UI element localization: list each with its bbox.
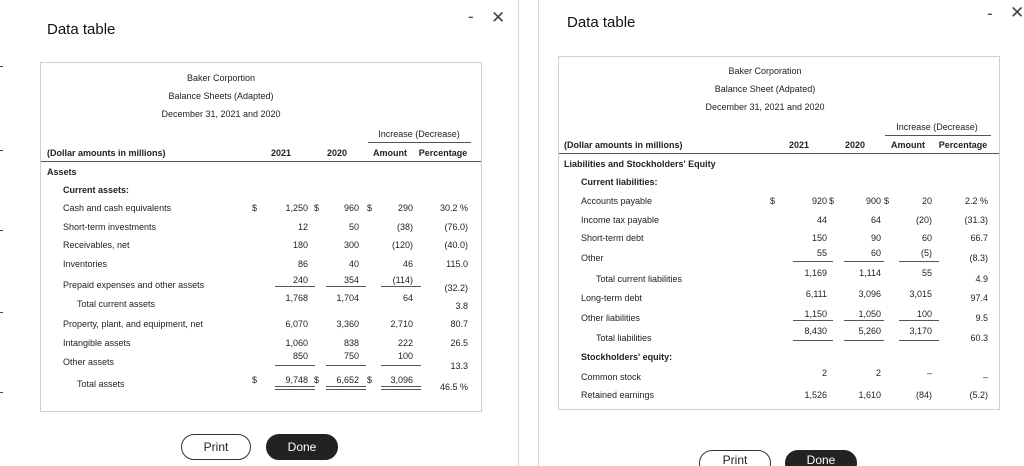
rule-line (326, 286, 366, 287)
units-header: (Dollar amounts in millions) (564, 140, 683, 150)
value-2020: 3,360 (336, 319, 359, 329)
value-amount: (5) (921, 248, 932, 258)
rule-line (275, 386, 315, 387)
currency-symbol: $ (314, 375, 320, 385)
row-label: Long-term debt (581, 293, 643, 303)
row-label: Accounts payable (581, 196, 653, 206)
company-name: Baker Corporation (728, 66, 802, 76)
company-name: Baker Corportion (186, 73, 256, 83)
value-2020: 50 (348, 222, 359, 232)
rule-line (275, 286, 315, 287)
value-2020: 1,050 (858, 309, 881, 319)
value-2021: 9,748 (285, 375, 308, 385)
value-2021: 2 (821, 368, 827, 378)
value-amount: 222 (397, 338, 413, 348)
rule-line (793, 340, 833, 341)
rule-line (559, 153, 999, 154)
value-2020: 354 (343, 275, 359, 285)
value-2020: 1,704 (336, 293, 359, 303)
data-table-window-right (538, 0, 1024, 466)
value-amount: (120) (391, 240, 413, 250)
value-percentage: 13.3 (450, 361, 468, 371)
statement-date: December 31, 2021 and 2020 (161, 109, 281, 119)
rule-line (326, 389, 366, 390)
row-label: Short-term investments (63, 222, 157, 232)
currency-symbol: $ (884, 196, 890, 206)
value-percentage: (40.0) (444, 240, 468, 250)
column-percentage: Percentage (418, 148, 468, 158)
rule-line (844, 340, 884, 341)
row-label: Prepaid expenses and other assets (63, 280, 205, 290)
row-label: Total current liabilities (596, 274, 683, 284)
value-percentage: 4.9 (975, 274, 988, 284)
rule-line (381, 389, 421, 390)
value-percentage: (31.3) (964, 215, 988, 225)
value-2020: 5,260 (858, 326, 881, 336)
value-2020: 6,652 (336, 375, 359, 385)
column-2020: 2020 (844, 140, 866, 150)
value-percentage: 30.2 % (439, 203, 468, 213)
statement-title: Balance Sheet (Adpated) (714, 84, 816, 94)
value-amount: 20 (921, 196, 932, 206)
value-percentage: 9.5 (975, 313, 988, 323)
value-percentage: 80.7 (450, 319, 468, 329)
value-percentage: 115.0 (446, 259, 468, 269)
rule-line (381, 286, 421, 287)
value-amount: 100 (916, 309, 932, 319)
value-percentage: (5.2) (969, 390, 988, 400)
value-percentage: 60.3 (970, 333, 988, 343)
row-label: Stockholders' equity: (581, 352, 673, 362)
value-percentage: (76.0) (444, 222, 468, 232)
statement-title: Balance Sheets (Adapted) (168, 91, 274, 101)
value-2020: 750 (343, 351, 359, 361)
rule-line (793, 320, 833, 321)
column-2021: 2021 (270, 148, 292, 158)
value-2020: 2 (875, 368, 881, 378)
row-label: Liabilities and Stockholders' Equity (564, 159, 716, 169)
column-2020: 2020 (326, 148, 348, 158)
row-label: Total current assets (77, 299, 156, 309)
value-amount: – (926, 368, 932, 378)
row-label: Total liabilities (596, 333, 652, 343)
currency-symbol: $ (252, 375, 258, 385)
close-icon[interactable]: ✕ (491, 8, 506, 27)
value-2021: 1,150 (804, 309, 827, 319)
value-2020: 838 (343, 338, 359, 348)
value-amount: 2,710 (390, 319, 413, 329)
value-percentage: 46.5 % (439, 382, 468, 392)
value-percentage: – (982, 372, 988, 382)
value-2020: 40 (348, 259, 359, 269)
value-percentage: (8.3) (969, 253, 988, 263)
rule-line (885, 135, 991, 136)
balance-sheet-panel (40, 62, 482, 412)
window-title: Data table (47, 21, 116, 38)
done-button[interactable]: Done (266, 434, 338, 460)
currency-symbol: $ (367, 203, 373, 213)
value-2020: 300 (343, 240, 359, 250)
close-icon[interactable]: ✕ (1010, 3, 1024, 22)
edge-mark (0, 230, 3, 231)
value-2021: 920 (811, 196, 827, 206)
value-amount: 3,170 (909, 326, 932, 336)
value-2021: 240 (292, 275, 308, 285)
rule-line (381, 365, 421, 366)
value-2020: 90 (870, 233, 881, 243)
value-2021: 12 (297, 222, 308, 232)
value-2020: 1,610 (858, 390, 881, 400)
value-amount: (20) (915, 215, 932, 225)
currency-symbol: $ (252, 203, 258, 213)
statement-date: December 31, 2021 and 2020 (705, 102, 825, 112)
rule-line (41, 161, 481, 162)
rule-line (899, 340, 939, 341)
value-percentage: 2.2 % (964, 196, 988, 206)
rule-line (793, 261, 833, 262)
row-label: Receivables, net (63, 240, 130, 250)
row-label: Other assets (63, 357, 115, 367)
value-amount: (114) (392, 275, 413, 285)
rule-line (899, 320, 939, 321)
value-2021: 8,430 (804, 326, 827, 336)
value-percentage: 3.8 (455, 301, 468, 311)
value-percentage: 97.4 (970, 293, 988, 303)
row-label: Retained earnings (581, 390, 655, 400)
value-2020: 960 (343, 203, 359, 213)
value-2021: 1,526 (804, 390, 827, 400)
column-group-header: Increase (Decrease) (378, 129, 460, 139)
row-label: Inventories (63, 259, 108, 269)
value-2021: 1,250 (285, 203, 308, 213)
column-percentage: Percentage (938, 140, 988, 150)
row-label: Common stock (581, 372, 642, 382)
rule-line (275, 365, 315, 366)
value-2020: 60 (870, 248, 881, 258)
value-percentage: 26.5 (450, 338, 468, 348)
edge-mark (0, 150, 3, 151)
edge-mark (0, 312, 3, 313)
rule-line (368, 142, 471, 143)
column-group-header: Increase (Decrease) (896, 122, 978, 132)
rule-line (844, 320, 884, 321)
value-2021: 55 (816, 248, 827, 258)
print-button[interactable]: Print (181, 434, 251, 460)
value-amount: 55 (921, 268, 932, 278)
done-button[interactable]: Done (785, 450, 857, 466)
currency-symbol: $ (314, 203, 320, 213)
minimize-button[interactable]: - (987, 4, 993, 23)
row-label: Other liabilities (581, 313, 641, 323)
column-2021: 2021 (788, 140, 810, 150)
value-2021: 150 (811, 233, 827, 243)
units-header: (Dollar amounts in millions) (47, 148, 166, 158)
value-2021: 1,169 (804, 268, 827, 278)
row-label: Intangible assets (63, 338, 131, 348)
rule-line (326, 386, 366, 387)
balance-sheet-panel (558, 56, 1000, 410)
row-label: Cash and cash equivalents (63, 203, 172, 213)
row-label: Current assets: (63, 185, 130, 195)
value-amount: 290 (397, 203, 413, 213)
value-percentage: 66.7 (970, 233, 988, 243)
value-2020: 64 (870, 215, 881, 225)
minimize-button[interactable]: - (468, 7, 474, 26)
value-2020: 3,096 (858, 289, 881, 299)
value-amount: (38) (396, 222, 413, 232)
edge-mark (0, 66, 3, 67)
value-2021: 6,070 (285, 319, 308, 329)
rule-line (326, 365, 366, 366)
row-label: Income tax payable (581, 215, 660, 225)
row-label: Short-term debt (581, 233, 644, 243)
value-2021: 1,768 (285, 293, 308, 303)
row-label: Property, plant, and equipment, net (63, 319, 203, 329)
row-label: Assets (47, 167, 77, 177)
value-2021: 6,111 (805, 289, 827, 299)
row-label: Current liabilities: (581, 177, 658, 187)
currency-symbol: $ (367, 375, 373, 385)
value-2020: 900 (865, 196, 881, 206)
column-amount: Amount (891, 140, 925, 150)
column-amount: Amount (373, 148, 407, 158)
value-percentage: (32.2) (444, 283, 468, 293)
rule-line (275, 389, 315, 390)
value-amount: 3,096 (390, 375, 413, 385)
print-button[interactable]: Print (699, 450, 771, 466)
value-2021: 1,060 (285, 338, 308, 348)
row-label: Total assets (77, 379, 125, 389)
row-label: Other (581, 253, 604, 263)
value-2021: 850 (292, 351, 308, 361)
window-title: Data table (567, 14, 636, 31)
value-amount: 60 (921, 233, 932, 243)
value-amount: 64 (402, 293, 413, 303)
value-amount: 3,015 (909, 289, 932, 299)
value-2020: 1,114 (859, 268, 881, 278)
value-amount: 46 (402, 259, 413, 269)
rule-line (381, 386, 421, 387)
value-amount: (84) (915, 390, 932, 400)
value-amount: 100 (397, 351, 413, 361)
currency-symbol: $ (770, 196, 776, 206)
value-2021: 180 (292, 240, 308, 250)
value-2021: 86 (297, 259, 308, 269)
rule-line (899, 261, 939, 262)
edge-mark (0, 392, 3, 393)
value-2021: 44 (816, 215, 827, 225)
rule-line (844, 261, 884, 262)
currency-symbol: $ (829, 196, 835, 206)
